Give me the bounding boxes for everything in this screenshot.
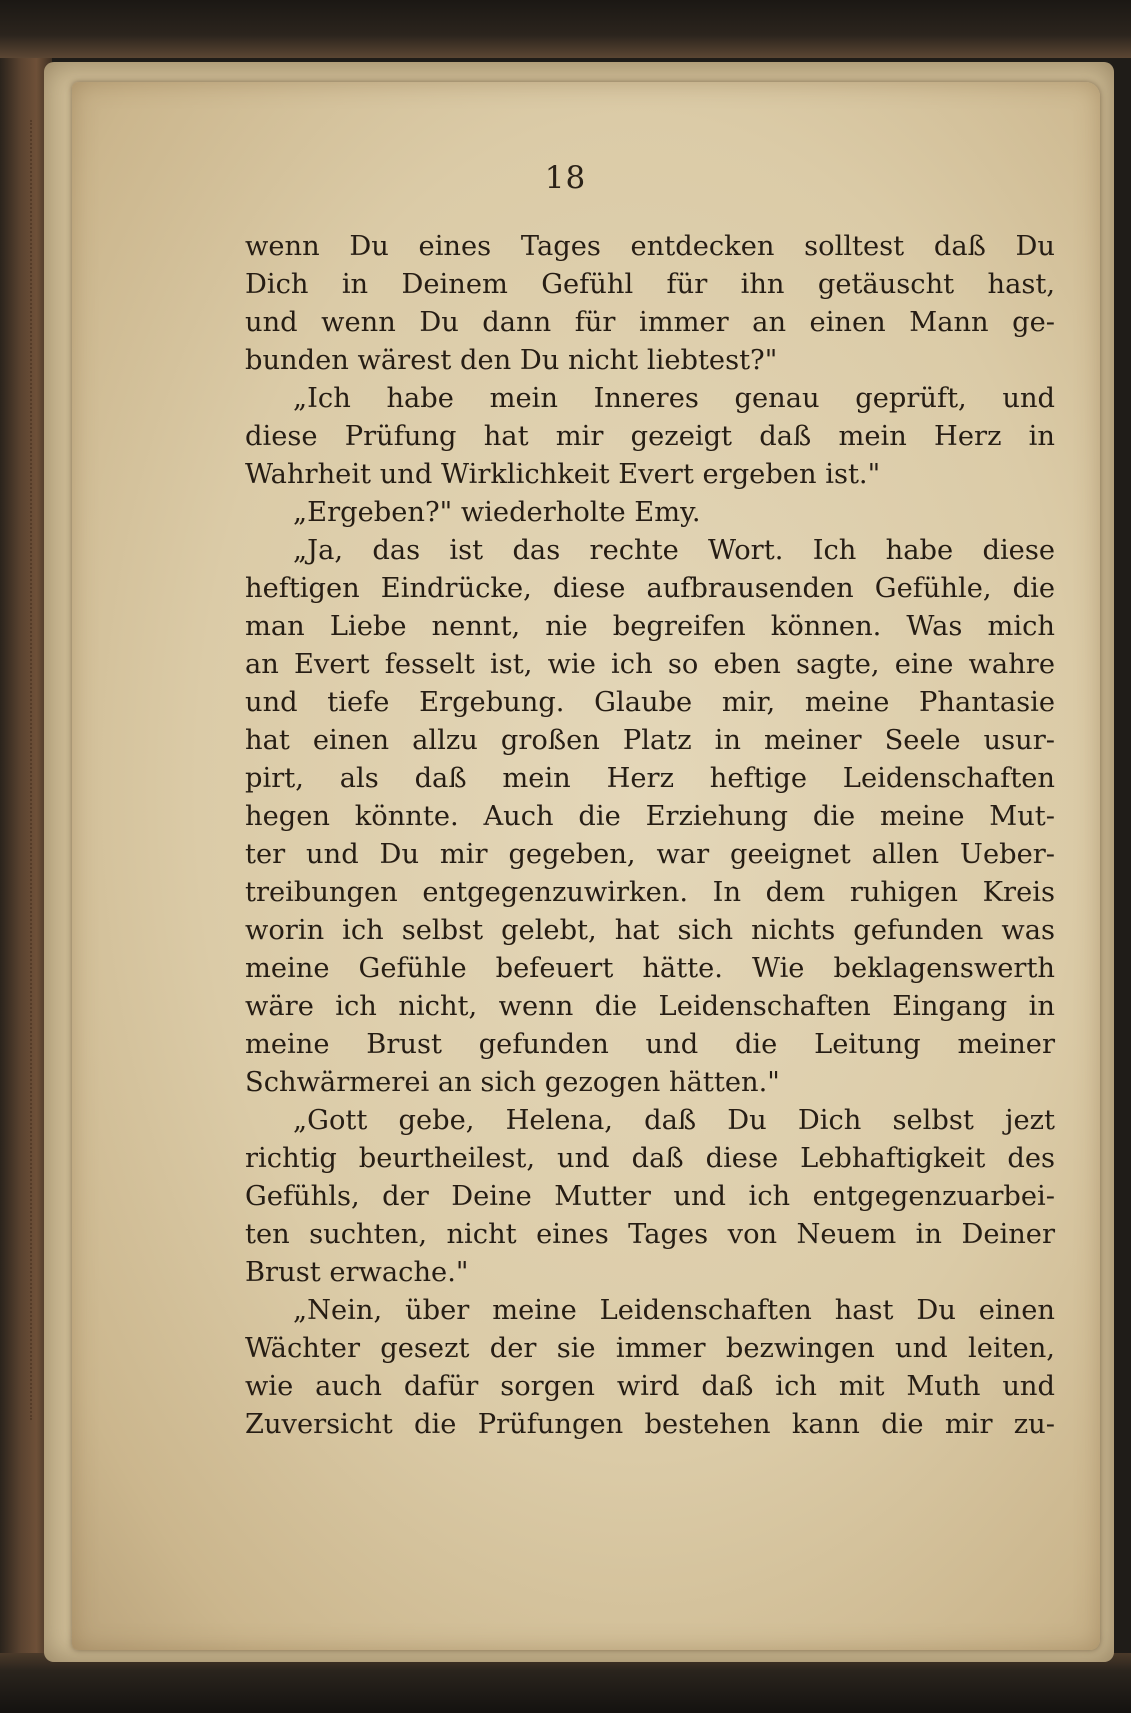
text-line: man Liebe nennt, nie begreifen können. Was mich [245, 611, 1055, 642]
text-line: treibungen entgegenzuwirken. In dem ruhigen Kreis [245, 877, 1055, 908]
text-line: wenn Du eines Tages entdecken solltest daß Du [245, 231, 1055, 262]
text-line: „Ja, das ist das rechte Wort. Ich habe diese [293, 535, 1055, 566]
text-line: worin ich selbst gelebt, hat sich nichts gefunden was [245, 915, 1055, 946]
gutter-ornament [30, 120, 50, 1420]
page-number: 18 [544, 160, 587, 196]
text-line: wie auch dafür sorgen wird daß ich mit Muth und [245, 1371, 1055, 1402]
text-line: Brust erwache." [245, 1257, 469, 1288]
text-line: bunden wärest den Du nicht liebtest?" [245, 345, 778, 376]
text-line: ter und Du mir gegeben, war geeignet allen Ueber- [245, 839, 1055, 870]
text-line: pirt, als daß mein Herz heftige Leidenschaften [245, 763, 1055, 794]
text-line: Schwärmerei an sich gezogen hätten." [245, 1067, 780, 1098]
text-line: „Ergeben?" wiederholte Emy. [293, 497, 701, 528]
text-line: meine Gefühle befeuert hätte. Wie beklagenswerth [245, 953, 1055, 984]
text-line: und tiefe Ergebung. Glaube mir, meine Phantasie [245, 687, 1055, 718]
text-line: diese Prüfung hat mir gezeigt daß mein Herz in [245, 421, 1055, 452]
text-line: „Gott gebe, Helena, daß Du Dich selbst jezt [293, 1105, 1055, 1136]
text-line: an Evert fesselt ist, wie ich so eben sagte, eine wahre [245, 649, 1055, 680]
text-line: Zuversicht die Prüfungen bestehen kann die mir zu- [245, 1409, 1055, 1440]
text-line: ten suchten, nicht eines Tages von Neuem in Deiner [245, 1219, 1055, 1250]
text-line: und wenn Du dann für immer an einen Mann ge- [245, 307, 1055, 338]
book-top-edge [0, 0, 1131, 58]
text-line: Gefühls, der Deine Mutter und ich entgegenzuarbei- [245, 1181, 1055, 1212]
text-line: Wächter gesezt der sie immer bezwingen und leiten, [245, 1333, 1055, 1364]
text-line: „Ich habe mein Inneres genau geprüft, und [293, 383, 1055, 414]
text-line: richtig beurtheilest, und daß diese Lebhaftigkeit des [245, 1143, 1055, 1174]
text-line: „Nein, über meine Leidenschaften hast Du einen [293, 1295, 1055, 1326]
text-line: wäre ich nicht, wenn die Leidenschaften Eingang in [245, 991, 1055, 1022]
text-line: hat einen allzu großen Platz in meiner Seele usur- [245, 725, 1055, 756]
text-line: hegen könnte. Auch die Erziehung die meine Mut- [245, 801, 1055, 832]
text-line: Wahrheit und Wirklichkeit Evert ergeben ist." [245, 459, 881, 490]
text-line: heftigen Eindrücke, diese aufbrausenden Gefühle, die [245, 573, 1055, 604]
text-line: meine Brust gefunden und die Leitung meiner [245, 1029, 1055, 1060]
book-bottom-edge [0, 1653, 1131, 1713]
text-line: Dich in Deinem Gefühl für ihn getäuscht hast, [245, 269, 1055, 300]
body-text [245, 228, 1055, 1444]
